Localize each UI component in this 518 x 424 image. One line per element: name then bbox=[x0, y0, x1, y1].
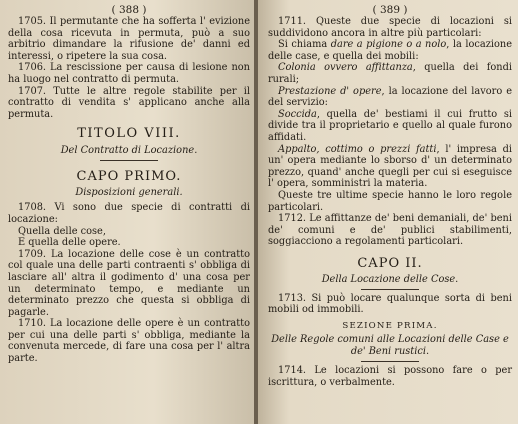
divider bbox=[100, 160, 158, 161]
text: , la locazione delle case, e quella dei mobili: bbox=[268, 39, 512, 62]
article-1710: 1710. La locazione delle opere è un contratto per cui una delle parti s' obbliga, mediante la convenuta mercede, di fare una cosa per l' altra parte. bbox=[8, 318, 250, 365]
section-subheading: Delle Regole comuni alle Locazioni delle Case e de' Beni rustici. bbox=[271, 334, 509, 358]
text: , quella dei fondi rurali; bbox=[268, 62, 512, 85]
page-number-right: ( 389 ) bbox=[372, 4, 408, 16]
term: Colonia ovvero affittanza bbox=[278, 62, 413, 74]
definition-colonia bbox=[268, 62, 512, 85]
term: Prestazione d' opere bbox=[278, 85, 382, 97]
text: Si chiama bbox=[278, 39, 331, 51]
article-1708: 1708. Vi sono due specie di contratti di locazione: bbox=[8, 202, 250, 225]
chapter-subheading: Della Locazione delle Cose. bbox=[321, 273, 459, 285]
article-1705: 1705. Il permutante che ha sofferta l' evizione della cosa ricevuta in permuta, può a suo arbitrio dimandare la rifusione de' danni ed interessi, o ripetere la sua cosa. bbox=[8, 16, 250, 62]
page-number-left: ( 388 ) bbox=[111, 4, 147, 16]
article-1711: 1711. Queste due specie di locazioni si suddividono ancora in altre più particolari: bbox=[268, 16, 512, 39]
definition-soccida bbox=[268, 109, 512, 144]
divider bbox=[361, 361, 419, 362]
term: Soccida bbox=[278, 108, 317, 120]
chapter-heading: CAPO PRIMO. bbox=[76, 169, 182, 185]
divider bbox=[361, 289, 419, 290]
definition-pigione bbox=[268, 39, 512, 62]
text: , la locazione del lavoro e del servizio: bbox=[268, 85, 512, 109]
text: , l' impresa di un' opera mediante lo sborso d' un determinato prezzo, quand' anche quegli per cui si eseguisce l' opera, somministri la materia. bbox=[268, 143, 512, 190]
chapter-heading: CAPO II. bbox=[357, 255, 423, 271]
definition-appalto bbox=[268, 144, 512, 190]
title-subheading: Del Contratto di Locazione. bbox=[60, 145, 198, 157]
article-1709: 1709. La locazione delle cose è un contratto col quale una delle parti contraenti s' obbliga di lasciare all' altra il godimento d' una cosa per un determinato tempo, e mediante un determinato prezzo che questa si obbliga di pagarle. bbox=[8, 248, 250, 318]
note-special-rules: Queste tre ultime specie hanno le loro regole particolari. bbox=[268, 189, 512, 213]
list-item: Quella delle cose, bbox=[18, 225, 106, 237]
article-1707: 1707. Tutte le altre regole stabilite per il contratto di vendita s' applicano anche alla permuta. bbox=[8, 85, 250, 120]
right-page bbox=[258, 0, 518, 424]
article-1713: 1713. Si può locare qualunque sorta di beni mobili od immobili. bbox=[268, 292, 512, 316]
article-1712: 1712. Le affittanze de' beni demaniali, de' beni de' comuni e de' publici stabilimenti, soggiacciono a regolamenti particolari. bbox=[268, 213, 512, 248]
section-heading: SEZIONE PRIMA. bbox=[342, 321, 438, 332]
chapter-subheading: Disposizioni generali. bbox=[75, 187, 183, 199]
article-1714: 1714. Le locazioni si possono fare o per iscrittura, o verbalmente. bbox=[268, 365, 512, 388]
term: Appalto, cottimo o prezzi fatti bbox=[278, 143, 437, 155]
definition-prestazione bbox=[268, 86, 512, 109]
term: dare a pigione o a nolo bbox=[330, 39, 447, 51]
list-item: E quella delle opere. bbox=[18, 237, 121, 249]
text: , quella de' bestiami il cui frutto si divide tra il proprietario e quello al quale furono affidati. bbox=[268, 108, 512, 143]
title-heading: TITOLO VIII. bbox=[77, 126, 181, 142]
article-1706: 1706. La rescissione per causa di lesione non ha luogo nel contratto di permuta. bbox=[8, 62, 250, 85]
left-page bbox=[0, 0, 256, 424]
